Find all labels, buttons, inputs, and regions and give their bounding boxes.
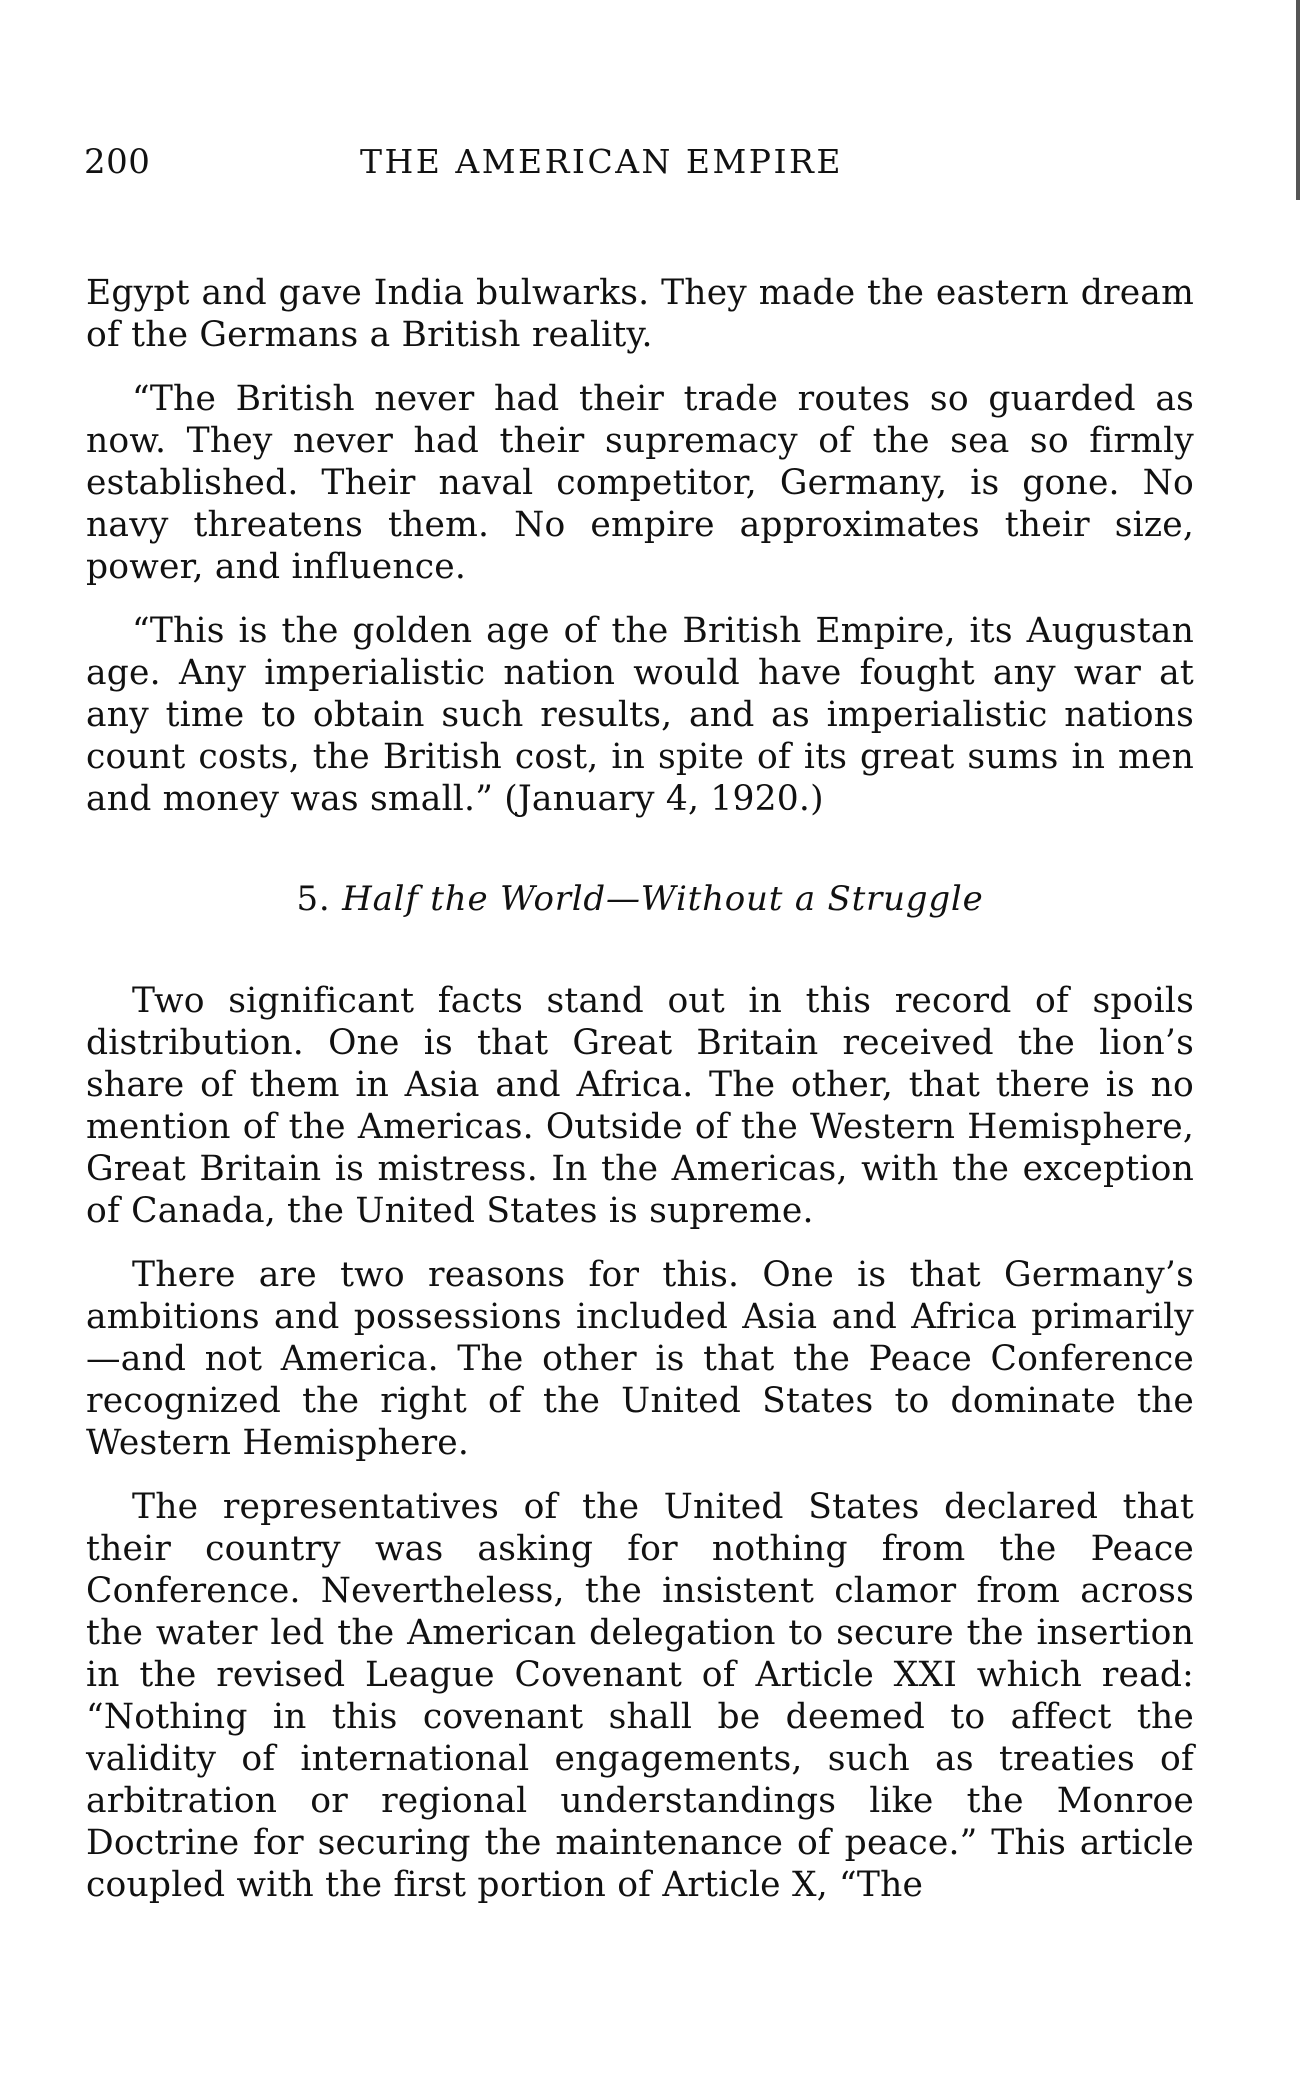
page-edge-mark <box>1290 0 1300 200</box>
paragraph: The representatives of the United States declared that their country was asking for nothing from the Peace Conference. Nevertheless, the insistent clamor from across the water led the American delegation to secure the insertion in the revised League Covenant of Article XXI which read: “Nothing in this covenant shall be deemed to affect the validity of international engagements, such as treaties of arbitration or regional understandings like the Monroe Doctrine for securing the maintenance of peace.” This article coupled with the first portion of Article X, “The <box>86 1487 1194 1905</box>
page-number: 200 <box>84 142 151 182</box>
body-text <box>86 272 1194 1928</box>
section-heading <box>86 878 1194 920</box>
paragraph: “The British never had their trade routes so guarded as now. They never had their supremacy of the sea so firmly established. Their naval competitor, Germany, is gone. No navy threatens them. No empire approximates their size, power, and influence. <box>86 379 1194 587</box>
paragraph: “This is the golden age of the British Empire, its Augustan age. Any imperialistic nation would have fought any war at any time to obtain such results, and as imperialistic nations count costs, the British cost, in spite of its great sums in men and money was small.” (January 4, 1920.) <box>86 611 1194 819</box>
paragraph: There are two reasons for this. One is that Germany’s ambitions and possessions included Asia and Africa primarily—and not America. The other is that the Peace Conference recognized the right of the United States to dominate the Western Hemisphere. <box>86 1255 1194 1463</box>
section-title: Half the World—Without a Struggle <box>342 879 984 919</box>
paragraph: Two significant facts stand out in this record of spoils distribution. One is that Great Britain received the lion’s share of them in Asia and Africa. The other, that there is no mention of the Americas. Outside of the Western Hemisphere, Great Britain is mistress. In the Americas, with the exception of Canada, the United States is supreme. <box>86 981 1194 1231</box>
running-title: THE AMERICAN EMPIRE <box>360 142 843 181</box>
section-number: 5. <box>296 879 331 919</box>
running-head <box>84 142 1196 192</box>
paragraph: Egypt and gave India bulwarks. They made the eastern dream of the Germans a British reality. <box>86 273 1194 355</box>
